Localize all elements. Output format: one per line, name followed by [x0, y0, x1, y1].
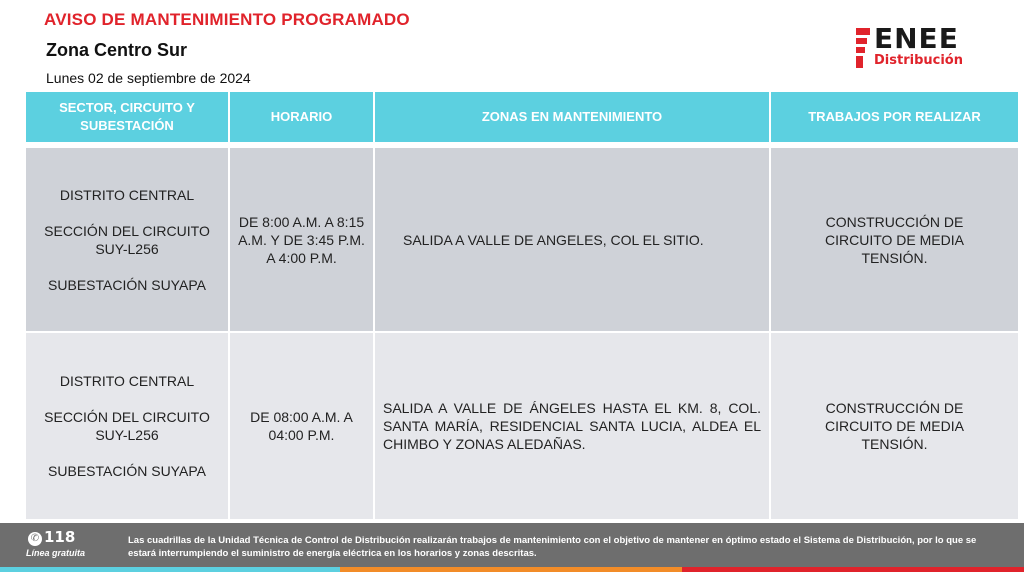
header-schedule: HORARIO: [229, 91, 374, 143]
maintenance-table: [24, 90, 1020, 521]
schedule-cell: DE 08:00 A.M. A 04:00 P.M.: [229, 332, 374, 520]
footer-strip-orange: [340, 567, 682, 572]
work-cell: CONSTRUCCIÓN DE CIRCUITO DE MEDIA TENSIÓN.: [770, 147, 1019, 332]
logo-flag-icon: [856, 28, 870, 68]
footer-strip-blue: [0, 567, 340, 572]
header-zones: ZONAS EN MANTENIMIENTO: [374, 91, 770, 143]
substation-name: SUBESTACIÓN SUYAPA: [48, 276, 206, 293]
logo-subtitle: Distribución: [874, 53, 963, 68]
maintenance-date: Lunes 02 de septiembre de 2024: [46, 70, 251, 86]
footer-strip-red: [682, 567, 1024, 572]
table-header-row: [25, 91, 1019, 143]
table-row: [25, 147, 1019, 332]
zones-cell: SALIDA A VALLE DE ÁNGELES HASTA EL KM. 8, COL. SANTA MARÍA, RESIDENCIAL SANTA LUCIA, ALDEA EL CHIMBO Y ZONAS ALEDAÑAS.: [374, 332, 770, 520]
hotline-caption: Línea gratuita: [26, 548, 86, 558]
enee-logo: [852, 24, 1002, 74]
zone-title: Zona Centro Sur: [46, 40, 188, 60]
district-name: DISTRITO CENTRAL: [59, 186, 195, 203]
schedule-cell: DE 8:00 A.M. A 8:15 A.M. Y DE 3:45 P.M. A 4:00 P.M.: [229, 147, 374, 332]
logo-brand: ENEE: [874, 22, 959, 55]
sector-cell: [25, 332, 229, 520]
footer-notice: Las cuadrillas de la Unidad Técnica de Control de Distribución realizarán trabajos de mantenimiento con el objetivo de mantener en óptimo estado el Sistema de Distribución, por lo que se estará interrumpiendo el suministro de energía eléctrica en los horarios y zonas descritas.: [128, 535, 977, 559]
substation-name: SUBESTACIÓN SUYAPA: [48, 463, 206, 479]
header-sector: SECTOR, CIRCUITO Y SUBESTACIÓN: [25, 91, 229, 143]
circuit-name: SECCIÓN DEL CIRCUITO SUY-L256: [44, 409, 210, 443]
district-name: DISTRITO CENTRAL: [59, 373, 195, 389]
zones-cell: SALIDA A VALLE DE ANGELES, COL EL SITIO.: [374, 147, 770, 332]
sector-cell: [25, 147, 229, 332]
hotline-value: 118: [44, 528, 76, 546]
circuit-name: SECCIÓN DEL CIRCUITO SUY-L256: [44, 222, 210, 257]
phone-icon: ✆: [28, 532, 42, 546]
hotline-number: [28, 528, 75, 546]
header-work: TRABAJOS POR REALIZAR: [770, 91, 1019, 143]
footer-bar: [0, 523, 1024, 572]
work-cell: CONSTRUCCIÓN DE CIRCUITO DE MEDIA TENSIÓN.: [770, 332, 1019, 520]
notice-title: AVISO DE MANTENIMIENTO PROGRAMADO: [44, 10, 410, 29]
table-row: [25, 332, 1019, 520]
